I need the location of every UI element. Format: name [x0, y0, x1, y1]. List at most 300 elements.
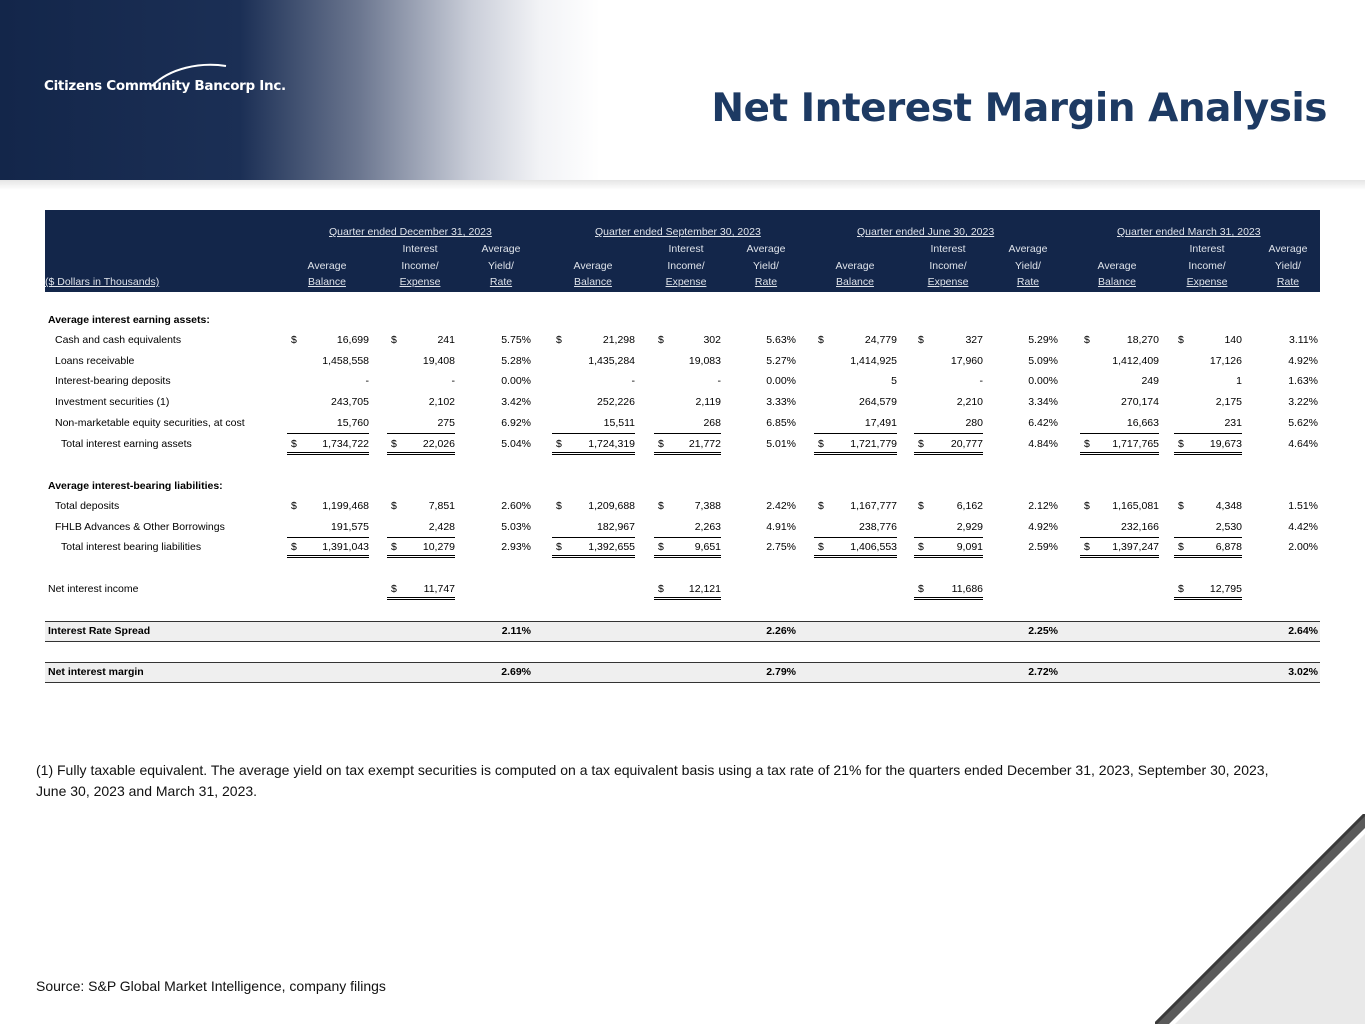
income-value: -: [717, 375, 721, 387]
currency-symbol: $: [391, 438, 397, 450]
yield-value: 2.42%: [766, 500, 796, 512]
yield-value: 5.04%: [501, 438, 531, 450]
balance-cell: [1080, 438, 1159, 455]
currency-symbol: $: [818, 334, 824, 346]
income-cell: [914, 521, 983, 538]
income-value: 2,929: [956, 521, 983, 533]
currency-symbol: $: [1178, 334, 1184, 346]
row-label: FHLB Advances & Other Borrowings: [55, 521, 225, 533]
balance-cell: [287, 500, 369, 517]
income-value: 275: [437, 417, 455, 429]
income-cell: [1174, 541, 1242, 558]
income-value: 17,960: [950, 355, 983, 367]
col-header-yield: Average: [1268, 243, 1308, 255]
currency-symbol: $: [658, 541, 664, 553]
income-value: 2,210: [956, 396, 983, 408]
col-header-balance: Average: [835, 260, 875, 272]
col-header-income: Interest: [1189, 243, 1225, 255]
balance-cell: [814, 417, 897, 434]
balance-value: 243,705: [331, 396, 369, 408]
col-header-income: Income/: [667, 260, 705, 272]
balance-value: 1,721,779: [850, 438, 897, 450]
balance-cell: [552, 438, 635, 455]
balance-value: 16,699: [336, 334, 369, 346]
currency-symbol: $: [391, 583, 397, 595]
balance-cell: [287, 541, 369, 558]
interest-rate-spread-row: [45, 621, 1320, 642]
col-header-yield: Rate: [754, 276, 778, 288]
balance-value: 1,734,722: [322, 438, 369, 450]
income-cell: [387, 583, 455, 600]
income-cell: [654, 396, 721, 413]
currency-symbol: $: [291, 438, 297, 450]
balance-value: 270,174: [1121, 396, 1159, 408]
income-value: 11,686: [951, 583, 983, 595]
income-cell: [1174, 375, 1242, 392]
income-cell: [1174, 500, 1242, 517]
col-header-yield: Yield/: [753, 260, 779, 272]
yield-value: 5.29%: [1028, 334, 1058, 346]
col-header-income: Interest: [668, 243, 704, 255]
balance-value: 1,412,409: [1112, 355, 1159, 367]
quarter-header: Quarter ended September 30, 2023: [595, 226, 761, 238]
yield-value: 5.63%: [766, 334, 796, 346]
balance-cell: [552, 500, 635, 517]
col-header-income: Expense: [927, 276, 969, 288]
yield-value: 3.22%: [1288, 396, 1318, 408]
currency-symbol: $: [818, 500, 824, 512]
col-header-balance: Average: [1097, 260, 1137, 272]
balance-value: 15,511: [603, 417, 635, 429]
col-header-income: Interest: [930, 243, 966, 255]
col-header-yield: Yield/: [1015, 260, 1041, 272]
table-row: [45, 438, 1320, 456]
income-value: 2,428: [428, 521, 455, 533]
yield-value: 5.01%: [766, 438, 796, 450]
income-value: 7,388: [694, 500, 721, 512]
col-header-yield: Average: [746, 243, 786, 255]
income-cell: [654, 355, 721, 372]
currency-symbol: $: [391, 500, 397, 512]
yield-value: 2.11%: [501, 625, 531, 637]
income-value: -: [451, 375, 455, 387]
balance-value: 1,391,043: [322, 541, 369, 553]
yield-value: 3.11%: [1289, 334, 1318, 346]
income-cell: [1174, 438, 1242, 455]
income-cell: [914, 396, 983, 413]
col-header-balance: Average: [573, 260, 613, 272]
col-header-yield: Yield/: [1275, 260, 1301, 272]
balance-value: 232,166: [1121, 521, 1159, 533]
col-header-income: Interest: [402, 243, 438, 255]
yield-value: 6.92%: [501, 417, 531, 429]
income-cell: [1174, 417, 1242, 434]
currency-symbol: $: [658, 583, 664, 595]
row-label: Total interest bearing liabilities: [61, 541, 202, 553]
balance-value: 1,435,284: [588, 355, 635, 367]
balance-cell: [287, 396, 369, 413]
yield-value: 1.63%: [1288, 375, 1318, 387]
banner-shadow: [0, 180, 1365, 190]
income-value: 302: [703, 334, 721, 346]
currency-symbol: $: [291, 541, 297, 553]
income-cell: [914, 417, 983, 434]
yield-value: 2.72%: [1028, 666, 1058, 678]
income-value: 241: [437, 334, 455, 346]
balance-value: 182,967: [597, 521, 635, 533]
income-value: 268: [703, 417, 721, 429]
col-header-income: Expense: [665, 276, 707, 288]
currency-symbol: $: [556, 334, 562, 346]
yield-value: 4.64%: [1288, 438, 1318, 450]
balance-cell: [552, 417, 635, 434]
source-note: Source: S&P Global Market Intelligence, company filings: [36, 978, 386, 994]
balance-value: 249: [1141, 375, 1159, 387]
income-value: 6,162: [956, 500, 983, 512]
yield-value: 2.79%: [766, 666, 796, 678]
yield-value: 1.51%: [1288, 500, 1318, 512]
col-header-balance: Balance: [308, 276, 346, 288]
balance-value: 1,724,319: [588, 438, 635, 450]
yield-value: 2.64%: [1288, 625, 1318, 637]
income-value: 19,408: [422, 355, 455, 367]
yield-value: 6.42%: [1028, 417, 1058, 429]
income-value: 280: [965, 417, 983, 429]
currency-symbol: $: [658, 438, 664, 450]
table-row: [45, 334, 1320, 352]
income-value: 2,530: [1215, 521, 1242, 533]
currency-symbol: $: [1178, 583, 1184, 595]
row-label: Total interest earning assets: [61, 438, 192, 450]
table-header: [45, 210, 1320, 292]
row-label: Net interest margin: [48, 666, 144, 678]
balance-cell: [287, 375, 369, 392]
yield-value: 5.27%: [766, 355, 796, 367]
yield-value: 4.92%: [1028, 521, 1058, 533]
income-cell: [1174, 334, 1242, 351]
income-cell: [654, 438, 721, 455]
currency-symbol: $: [556, 541, 562, 553]
yield-value: 4.91%: [766, 521, 796, 533]
col-header-income: Expense: [399, 276, 441, 288]
income-cell: [387, 355, 455, 372]
balance-cell: [1080, 375, 1159, 392]
balance-cell: [1080, 396, 1159, 413]
income-value: 4,348: [1215, 500, 1242, 512]
yield-value: 2.60%: [501, 500, 531, 512]
income-cell: [914, 541, 983, 558]
currency-symbol: $: [1084, 541, 1090, 553]
table-row: [45, 521, 1320, 539]
table-row: [45, 417, 1320, 435]
yield-value: 3.42%: [501, 396, 531, 408]
income-value: 17,126: [1209, 355, 1242, 367]
currency-symbol: $: [556, 500, 562, 512]
col-header-yield: Rate: [1276, 276, 1300, 288]
income-value: 231: [1224, 417, 1242, 429]
income-value: 12,795: [1209, 583, 1242, 595]
income-cell: [387, 334, 455, 351]
col-header-income: Income/: [401, 260, 439, 272]
income-value: 21,772: [688, 438, 721, 450]
income-cell: [654, 521, 721, 538]
income-cell: [914, 583, 983, 600]
balance-value: 1,414,925: [850, 355, 897, 367]
income-cell: [1174, 583, 1242, 600]
currency-symbol: $: [556, 438, 562, 450]
col-header-income: Expense: [1186, 276, 1228, 288]
balance-cell: [287, 334, 369, 351]
currency-symbol: $: [391, 541, 397, 553]
row-label: Interest Rate Spread: [48, 625, 151, 637]
balance-cell: [287, 438, 369, 455]
currency-symbol: $: [291, 500, 297, 512]
yield-value: 5.09%: [1028, 355, 1058, 367]
income-value: 9,651: [694, 541, 721, 553]
col-header-yield: Rate: [489, 276, 513, 288]
currency-symbol: $: [1178, 500, 1184, 512]
yield-value: 0.00%: [766, 375, 796, 387]
income-cell: [387, 541, 455, 558]
income-cell: [654, 375, 721, 392]
income-value: 19,083: [688, 355, 721, 367]
balance-cell: [1080, 355, 1159, 372]
yield-value: 2.00%: [1288, 541, 1318, 553]
yield-value: 2.25%: [1028, 625, 1058, 637]
units-label: ($ Dollars in Thousands): [45, 276, 160, 288]
yield-value: 2.12%: [1028, 500, 1058, 512]
balance-cell: [287, 355, 369, 372]
income-cell: [654, 583, 721, 600]
income-cell: [387, 500, 455, 517]
yield-value: 4.42%: [1288, 521, 1318, 533]
balance-cell: [552, 521, 635, 538]
balance-cell: [287, 521, 369, 538]
income-value: 140: [1224, 334, 1242, 346]
balance-value: 16,663: [1126, 417, 1159, 429]
balance-value: 15,760: [336, 417, 369, 429]
col-header-yield: Average: [1008, 243, 1048, 255]
yield-value: 0.00%: [1028, 375, 1058, 387]
yield-value: 3.02%: [1288, 666, 1318, 678]
quarter-header: Quarter ended June 30, 2023: [857, 226, 995, 238]
balance-cell: [552, 334, 635, 351]
income-value: 20,777: [950, 438, 983, 450]
row-label: Net interest income: [48, 583, 139, 595]
income-cell: [914, 375, 983, 392]
col-header-income: Income/: [1188, 260, 1226, 272]
corner-decoration: [1155, 814, 1365, 1024]
col-header-balance: Balance: [574, 276, 612, 288]
balance-value: 1,717,765: [1112, 438, 1159, 450]
col-header-balance: Average: [307, 260, 347, 272]
net-interest-income-row: [45, 583, 1320, 601]
quarter-header: Quarter ended December 31, 2023: [329, 226, 492, 238]
row-label: Non-marketable equity securities, at cost: [55, 417, 245, 429]
yield-value: 6.85%: [766, 417, 796, 429]
yield-value: 2.59%: [1028, 541, 1058, 553]
income-value: 2,102: [428, 396, 455, 408]
currency-symbol: $: [918, 541, 924, 553]
balance-cell: [814, 521, 897, 538]
balance-cell: [814, 500, 897, 517]
row-label: Loans receivable: [55, 355, 135, 367]
balance-cell: [814, 438, 897, 455]
income-value: 9,091: [956, 541, 983, 553]
balance-value: 1,167,777: [850, 500, 897, 512]
income-cell: [914, 355, 983, 372]
company-logo: Citizens Community Bancorp Inc.: [44, 78, 286, 94]
currency-symbol: $: [1084, 334, 1090, 346]
yield-value: 2.93%: [501, 541, 531, 553]
yield-value: 4.84%: [1028, 438, 1058, 450]
income-cell: [387, 438, 455, 455]
balance-cell: [1080, 521, 1159, 538]
currency-symbol: $: [818, 541, 824, 553]
income-cell: [654, 500, 721, 517]
balance-value: 238,776: [859, 521, 897, 533]
balance-value: 1,392,655: [588, 541, 635, 553]
row-label: Cash and cash equivalents: [55, 334, 182, 346]
income-value: 6,878: [1215, 541, 1242, 553]
balance-value: 21,298: [602, 334, 635, 346]
balance-value: 264,579: [859, 396, 897, 408]
income-cell: [387, 375, 455, 392]
currency-symbol: $: [658, 334, 664, 346]
yield-value: 5.03%: [501, 521, 531, 533]
row-label: Total deposits: [55, 500, 120, 512]
net-interest-margin-row: [45, 662, 1320, 683]
income-cell: [1174, 355, 1242, 372]
balance-value: 1,199,468: [322, 500, 369, 512]
currency-symbol: $: [291, 334, 297, 346]
balance-value: 17,491: [864, 417, 897, 429]
yield-value: 2.75%: [766, 541, 796, 553]
balance-cell: [552, 355, 635, 372]
balance-cell: [814, 396, 897, 413]
income-cell: [1174, 396, 1242, 413]
income-value: 7,851: [428, 500, 455, 512]
currency-symbol: $: [818, 438, 824, 450]
income-value: 22,026: [422, 438, 455, 450]
yield-value: 0.00%: [501, 375, 531, 387]
currency-symbol: $: [1178, 438, 1184, 450]
yield-value: 4.92%: [1288, 355, 1318, 367]
income-cell: [914, 334, 983, 351]
table-row: [45, 355, 1320, 373]
currency-symbol: $: [1178, 541, 1184, 553]
currency-symbol: $: [918, 438, 924, 450]
yield-value: 5.75%: [501, 334, 531, 346]
balance-value: 18,270: [1126, 334, 1159, 346]
income-value: 19,673: [1209, 438, 1242, 450]
income-value: 2,119: [695, 396, 721, 408]
balance-cell: [552, 396, 635, 413]
col-header-balance: Balance: [836, 276, 874, 288]
currency-symbol: $: [1084, 438, 1090, 450]
income-value: -: [979, 375, 983, 387]
income-cell: [1174, 521, 1242, 538]
income-value: 10,279: [422, 541, 455, 553]
col-header-yield: Average: [481, 243, 521, 255]
currency-symbol: $: [391, 334, 397, 346]
balance-cell: [552, 541, 635, 558]
balance-value: 252,226: [597, 396, 635, 408]
income-cell: [654, 334, 721, 351]
currency-symbol: $: [1084, 500, 1090, 512]
income-cell: [654, 541, 721, 558]
currency-symbol: $: [918, 500, 924, 512]
balance-value: 1,406,553: [850, 541, 897, 553]
currency-symbol: $: [918, 583, 924, 595]
quarter-header: Quarter ended March 31, 2023: [1117, 226, 1261, 238]
balance-cell: [814, 334, 897, 351]
income-value: 12,121: [688, 583, 721, 595]
section-title-assets: Average interest earning assets:: [48, 314, 210, 326]
col-header-yield: Rate: [1016, 276, 1040, 288]
income-cell: [914, 438, 983, 455]
col-header-income: Income/: [929, 260, 967, 272]
col-header-balance: Balance: [1098, 276, 1136, 288]
balance-value: 1,458,558: [322, 355, 369, 367]
balance-value: 5: [891, 375, 897, 387]
table-row: [45, 541, 1320, 559]
income-cell: [654, 417, 721, 434]
col-header-yield: Yield/: [488, 260, 514, 272]
footnote: (1) Fully taxable equivalent. The average yield on tax exempt securities is computed on a tax equivalent basis using a tax rate of 21% for the quarters ended December 31, 2023, September 30, 2023, June 30, 2023 and March 31, 2023.: [36, 762, 1269, 799]
income-value: 11,747: [423, 583, 455, 595]
currency-symbol: $: [918, 334, 924, 346]
row-label: Interest-bearing deposits: [55, 375, 171, 387]
yield-value: 3.33%: [766, 396, 796, 408]
balance-cell: [814, 355, 897, 372]
yield-value: 2.26%: [766, 625, 796, 637]
income-value: 2,175: [1215, 396, 1242, 408]
balance-cell: [1080, 417, 1159, 434]
balance-cell: [1080, 500, 1159, 517]
income-value: 327: [965, 334, 983, 346]
balance-value: 1,209,688: [588, 500, 635, 512]
balance-cell: [287, 417, 369, 434]
balance-value: -: [631, 375, 635, 387]
balance-cell: [552, 375, 635, 392]
balance-value: 24,779: [864, 334, 897, 346]
balance-cell: [1080, 541, 1159, 558]
table-row: [45, 500, 1320, 518]
balance-value: -: [365, 375, 369, 387]
table-row: [45, 375, 1320, 393]
yield-value: 2.69%: [501, 666, 531, 678]
income-cell: [387, 521, 455, 538]
currency-symbol: $: [658, 500, 664, 512]
balance-cell: [814, 375, 897, 392]
balance-value: 1,397,247: [1112, 541, 1159, 553]
income-cell: [387, 396, 455, 413]
income-cell: [387, 417, 455, 434]
yield-value: 5.28%: [501, 355, 531, 367]
page-title: Net Interest Margin Analysis: [711, 86, 1327, 131]
balance-value: 1,165,081: [1112, 500, 1159, 512]
balance-cell: [1080, 334, 1159, 351]
income-value: 1: [1236, 375, 1242, 387]
balance-value: 191,575: [331, 521, 369, 533]
balance-cell: [814, 541, 897, 558]
table-row: [45, 396, 1320, 414]
income-cell: [914, 500, 983, 517]
row-label: Investment securities (1): [55, 396, 170, 408]
yield-value: 3.34%: [1028, 396, 1058, 408]
income-value: 2,263: [694, 521, 721, 533]
